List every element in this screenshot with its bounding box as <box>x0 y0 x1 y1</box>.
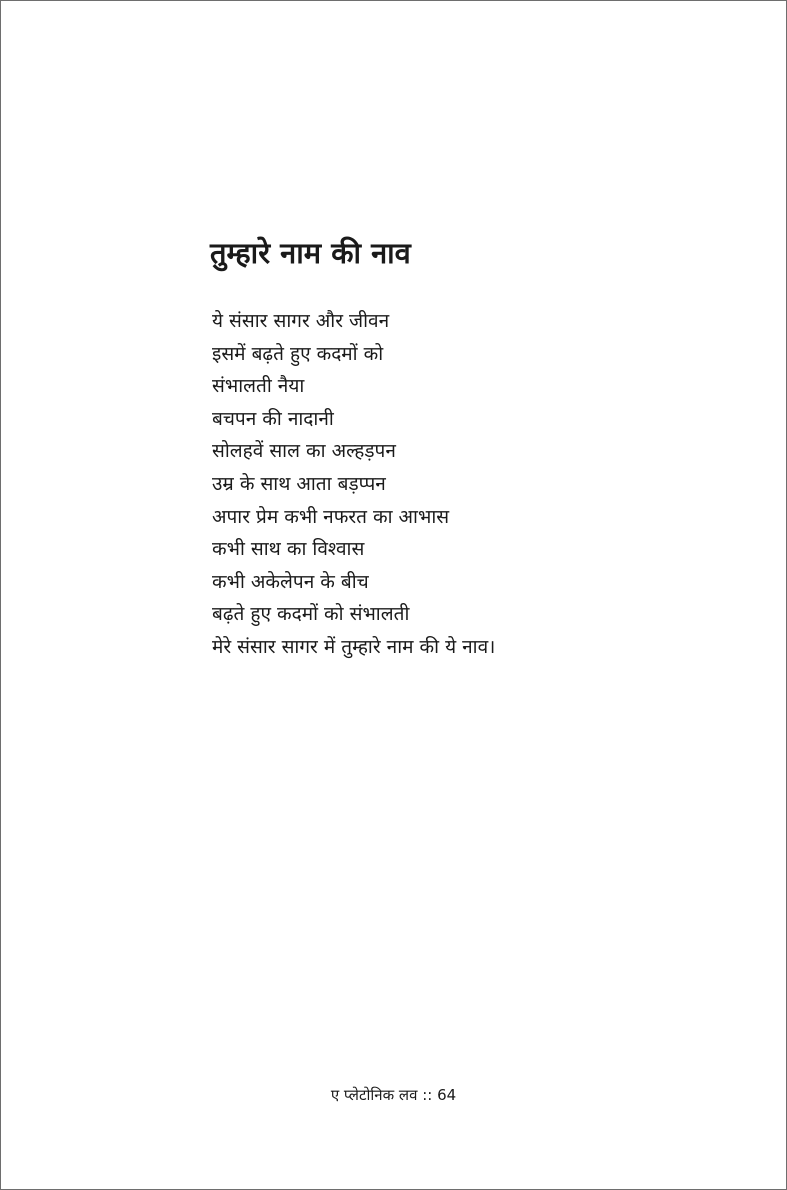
poem-line: कभी साथ का विश्वास <box>212 538 365 561</box>
poem-line: संभालती नैया <box>212 375 305 398</box>
poem-line: बचपन की नादानी <box>212 407 334 430</box>
poem-body <box>212 305 495 664</box>
poem-line: अपार प्रेम कभी नफरत का आभास <box>212 505 450 528</box>
poem-line: कभी अकेलेपन के बीच <box>212 570 369 593</box>
page-footer <box>1 1083 786 1107</box>
poem-line: उम्र के साथ आता बड़प्पन <box>212 472 386 495</box>
poem-line: बढ़ते हुए कदमों को संभालती <box>212 603 410 626</box>
footer-book-title: ए प्लेटोनिक लव <box>330 1086 418 1104</box>
poem-line: इसमें बढ़ते हुए कदमों को <box>212 342 384 365</box>
poem-title: तुम्हारे नाम की नाव <box>210 236 411 270</box>
poem-line: मेरे संसार सागर में तुम्हारे नाम की ये नाव। <box>212 635 496 658</box>
page-number: 64 <box>437 1086 457 1104</box>
poem-line: सोलहवें साल का अल्हड़पन <box>212 440 396 463</box>
poem-line: ये संसार सागर और जीवन <box>212 310 390 332</box>
footer-separator: :: <box>422 1086 433 1104</box>
